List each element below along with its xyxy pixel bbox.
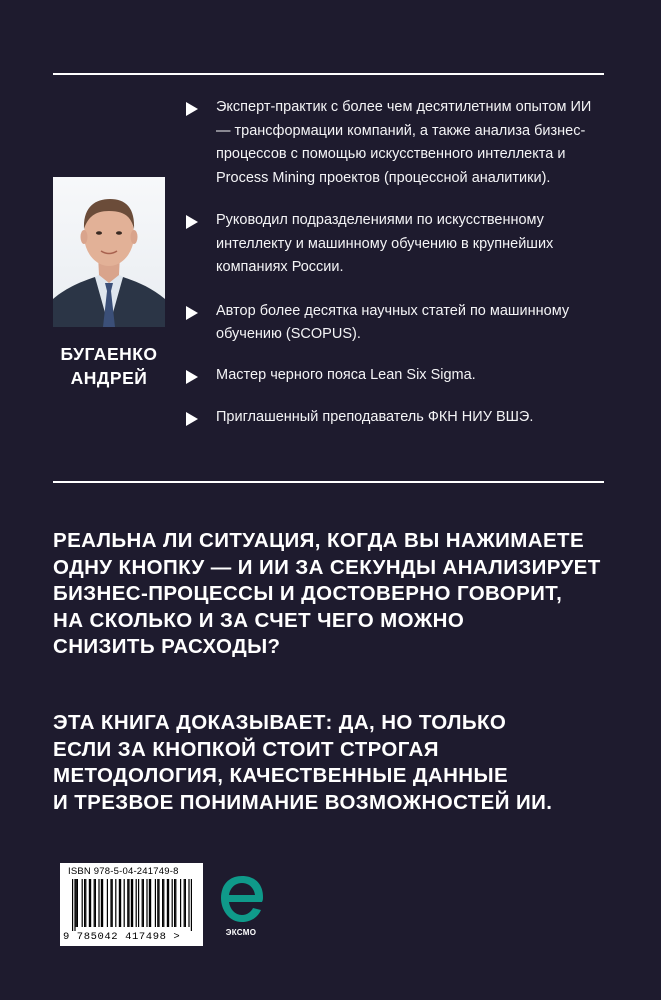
- barcode-bar: [98, 879, 99, 927]
- barcode-bar: [191, 879, 192, 931]
- author-surname: БУГАЕНКО: [60, 344, 158, 364]
- barcode-bar: [120, 879, 121, 927]
- barcode-bar: [85, 879, 86, 927]
- author-bio-list: [186, 96, 606, 430]
- bio-item: [186, 406, 606, 430]
- barcode-bar: [95, 879, 96, 927]
- barcode-bar: [132, 879, 133, 927]
- answer-heading: [53, 710, 628, 816]
- barcode-bar: [167, 879, 168, 927]
- bio-item-text: Приглашенный преподаватель ФКН НИУ ВШЭ.: [216, 409, 534, 425]
- barcode-bar: [112, 879, 113, 927]
- barcode-bar: [90, 879, 91, 927]
- bio-item-text: Руководил подразделениями по искусственному интеллекту и машинному обучению в крупнейших компаниях России.: [216, 212, 554, 275]
- barcode-bar: [172, 879, 173, 927]
- barcode-bar: [174, 879, 175, 927]
- publisher-logo-text: ЭКСМО: [225, 928, 257, 937]
- bio-item-text: Эксперт-практик с более чем десятилетним опытом ИИ — трансформации компаний, а также анализа бизнес-процессов с помощью искусственного интеллекта и Process Mining проектов (процессной аналитики).: [216, 99, 592, 186]
- question-line: СНИЗИТЬ РАСХОДЫ?: [53, 635, 281, 658]
- triangle-bullet-icon: [186, 102, 198, 116]
- answer-line: И ТРЕЗВОЕ ПОНИМАНИЕ ВОЗМОЖНОСТЕЙ ИИ.: [53, 790, 553, 814]
- barcode-bar: [115, 879, 116, 927]
- answer-line: ЭТА КНИГА ДОКАЗЫВАЕТ: ДА, НО ТОЛЬКО: [53, 711, 507, 734]
- barcode-bar: [89, 879, 90, 927]
- barcode-bar: [175, 879, 176, 927]
- barcode-bar: [128, 879, 129, 927]
- barcode-bar: [102, 879, 103, 927]
- barcode-bar: [82, 879, 83, 927]
- barcode-bar: [136, 879, 137, 927]
- triangle-bullet-icon: [186, 306, 198, 320]
- barcode-bar: [180, 879, 181, 927]
- barcode-bar: [188, 879, 189, 927]
- barcode-bar: [84, 879, 85, 927]
- question-line: РЕАЛЬНА ЛИ СИТУАЦИЯ, КОГДА ВЫ НАЖИМАЕТЕ: [53, 529, 585, 552]
- barcode-bar: [168, 879, 169, 927]
- barcode-bars: [72, 879, 192, 931]
- answer-line: МЕТОДОЛОГИЯ, КАЧЕСТВЕННЫЕ ДАННЫЕ: [53, 764, 509, 787]
- barcode-bar: [74, 879, 75, 931]
- triangle-bullet-icon: [186, 215, 198, 229]
- barcode-bar: [185, 879, 186, 927]
- question-heading: [53, 528, 628, 661]
- top-rule: [53, 73, 604, 75]
- barcode-bar: [149, 879, 150, 927]
- question-line: ОДНУ КНОПКУ — И ИИ ЗА СЕКУНДЫ АНАЛИЗИРУЕТ: [53, 555, 601, 579]
- question-line: БИЗНЕС-ПРОЦЕССЫ И ДОСТОВЕРНО ГОВОРИТ,: [53, 582, 563, 605]
- bio-item: [186, 209, 606, 280]
- barcode-bar: [162, 879, 163, 927]
- barcode-bar: [76, 879, 77, 927]
- question-line: НА СКОЛЬКО И ЗА СЧЕТ ЧЕГО МОЖНО: [53, 608, 465, 632]
- triangle-bullet-icon: [186, 412, 198, 426]
- barcode-bar: [110, 879, 111, 927]
- barcode-bar: [127, 879, 128, 927]
- triangle-bullet-icon: [186, 370, 198, 384]
- bio-item: [186, 364, 606, 388]
- barcode-digits: 9 785042 417498 >: [63, 931, 181, 943]
- bio-item: [186, 96, 606, 190]
- author-first-name: АНДРЕЙ: [70, 368, 148, 388]
- author-name: [53, 342, 165, 390]
- barcode-bar: [163, 879, 164, 927]
- barcode-bar: [184, 879, 185, 927]
- barcode-bar: [155, 879, 156, 927]
- barcode-bar: [131, 879, 132, 927]
- author-photo: [53, 177, 165, 327]
- bio-item-text: Автор более десятка научных статей по машинному обучению (SCOPUS).: [216, 302, 570, 342]
- bio-item-text: Мастер черного пояса Lean Six Sigma.: [216, 366, 476, 383]
- barcode-bar: [157, 879, 158, 927]
- isbn-barcode: [60, 863, 203, 946]
- barcode-bar: [101, 879, 102, 927]
- barcode-bar: [158, 879, 159, 927]
- isbn-label: ISBN 978-5-04-241749-8: [68, 866, 179, 877]
- barcode-bar: [146, 879, 147, 927]
- barcode-bar: [94, 879, 95, 927]
- bottom-rule: [53, 481, 604, 483]
- barcode-bar: [138, 879, 139, 927]
- barcode-bar: [124, 879, 125, 927]
- barcode-bar: [143, 879, 144, 927]
- answer-line: ЕСЛИ ЗА КНОПКОЙ СТОИТ СТРОГАЯ: [53, 737, 439, 761]
- barcode-bar: [72, 879, 73, 931]
- bio-item: [186, 300, 606, 347]
- barcode-bar: [119, 879, 120, 927]
- barcode-bar: [142, 879, 143, 927]
- barcode-bar: [77, 879, 78, 927]
- barcode-bar: [150, 879, 151, 927]
- barcode-bar: [107, 879, 108, 927]
